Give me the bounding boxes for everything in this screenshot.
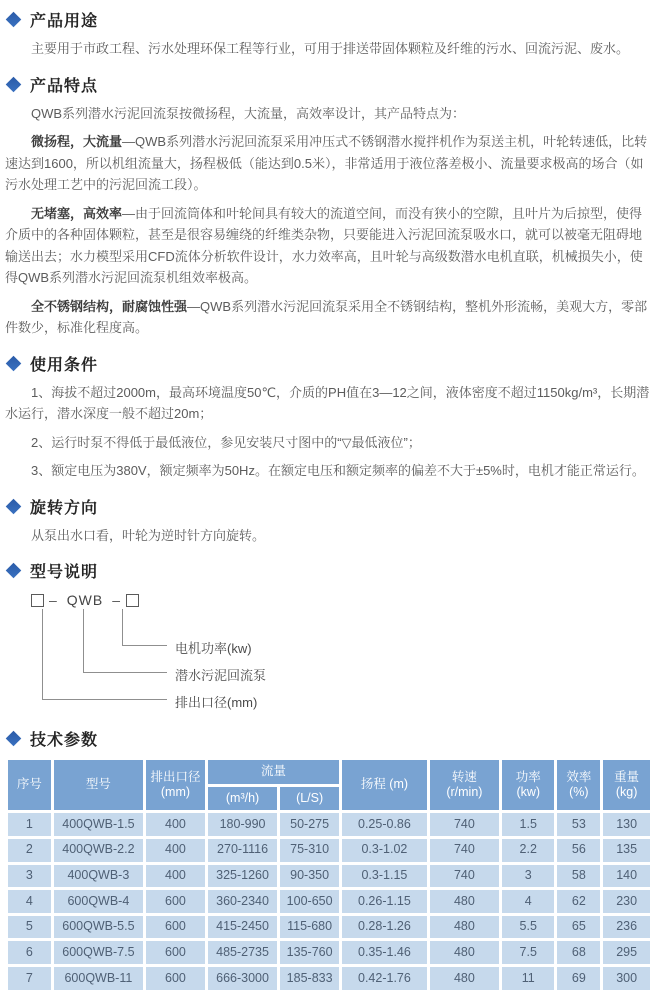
- table-cell: 740: [428, 837, 500, 863]
- table-cell: 0.25-0.86: [341, 812, 429, 838]
- table-row: [7, 863, 652, 889]
- section-heading-specs: [5, 727, 653, 750]
- diamond-bullet-icon: [6, 498, 22, 514]
- table-cell: 50-275: [279, 812, 341, 838]
- feature-lead: 微扬程，大流量: [31, 134, 123, 149]
- table-cell: 480: [428, 914, 500, 940]
- table-cell: 135-760: [279, 940, 341, 966]
- table-cell: 400QWB-1.5: [52, 812, 144, 838]
- table-cell: 0.42-1.76: [341, 966, 429, 992]
- rotation-paragraph: 从泵出水口看，叶轮为逆时针方向旋转。: [31, 527, 266, 543]
- table-cell: 480: [428, 940, 500, 966]
- table-cell: 130: [602, 812, 652, 838]
- model-box-icon: [126, 594, 139, 607]
- diamond-bullet-icon: [6, 563, 22, 579]
- table-cell: 295: [602, 940, 652, 966]
- feature-item-low-head: [5, 131, 653, 196]
- model-box-icon: [31, 594, 44, 607]
- diagram-line: [42, 699, 167, 700]
- col-header-head: 扬程 (m): [341, 759, 429, 812]
- table-cell: 325-1260: [206, 863, 278, 889]
- table-cell: 140: [602, 863, 652, 889]
- table-cell: 360-2340: [206, 889, 278, 915]
- section-heading-features: [5, 73, 653, 96]
- model-designation-diagram: [5, 592, 653, 714]
- section-title: 产品特点: [30, 77, 99, 95]
- section-heading-model: [5, 559, 653, 582]
- feature-item-stainless: [5, 296, 653, 339]
- model-series-code: QWB: [66, 592, 104, 608]
- col-header-flow-ls: (L/S): [279, 785, 341, 812]
- col-header-line: 重量: [614, 769, 640, 784]
- table-cell: 1: [7, 812, 53, 838]
- col-header-efficiency: [556, 759, 602, 812]
- table-cell: 135: [602, 837, 652, 863]
- section-title: 技术参数: [30, 732, 99, 749]
- feature-lead: 无堵塞，高效率: [31, 205, 123, 221]
- model-label-outlet-size: 排出口径(mm): [175, 695, 258, 710]
- table-cell: 270-1116: [206, 837, 278, 863]
- spec-table-body: [7, 812, 652, 991]
- diagram-line: [122, 645, 167, 646]
- table-cell: 600QWB-4: [52, 889, 144, 915]
- table-cell: 2.2: [501, 837, 556, 863]
- table-cell: 400: [145, 837, 207, 863]
- diagram-line: [42, 609, 43, 699]
- table-cell: 480: [428, 889, 500, 915]
- feature-text: —QWB系列潜水污泥回流泵采用全不锈钢结构，整机外形流畅，美观大方，零部件数少，标准化程度高。: [5, 298, 648, 335]
- table-cell: 415-2450: [206, 914, 278, 940]
- table-row: [7, 889, 652, 915]
- feature-text: —QWB系列潜水污泥回流泵采用冲压式不锈钢潜水搅拌机作为泵送主机，叶轮转速低，比转速达到1600，所以机组流量大，扬程极低（能达到0.5米），非常适用于液位落差极小、流量要求极高的场合（如污水处理工艺中的污泥回流工段）。: [5, 134, 648, 192]
- table-cell: 600: [145, 966, 207, 992]
- col-header-line: (kw): [516, 785, 541, 800]
- col-header-flow-m3h: (m³/h): [206, 785, 278, 812]
- diagram-line: [122, 609, 123, 645]
- table-cell: 115-680: [279, 914, 341, 940]
- table-cell: 0.3-1.02: [341, 837, 429, 863]
- diamond-bullet-icon: [6, 76, 22, 92]
- table-cell: 11: [501, 966, 556, 992]
- table-row: [7, 812, 652, 838]
- col-header-line: (%): [569, 785, 589, 800]
- model-label-motor-power: 电机功率(kw): [175, 641, 252, 656]
- table-cell: 69: [556, 966, 602, 992]
- table-row: [7, 966, 652, 992]
- col-header-speed: [428, 759, 500, 812]
- table-cell: 400QWB-2.2: [52, 837, 144, 863]
- col-header-weight: [602, 759, 652, 812]
- condition-item-2: 2、运行时泵不得低于最低液位，参见安装尺寸图中的“▽最低液位”；: [31, 434, 421, 450]
- spec-table: [5, 757, 653, 993]
- condition-item-3: 3、额定电压为380V，额定频率为50Hz。在额定电压和额定频率的偏差不大于±5%时，电机才能正常运行。: [31, 463, 645, 478]
- section-heading-conditions: [5, 352, 653, 375]
- section-title: 产品用途: [30, 13, 99, 30]
- col-header-flow: 流量: [206, 759, 340, 786]
- col-header-line: 功率: [515, 769, 541, 784]
- table-cell: 600: [145, 940, 207, 966]
- table-cell: 53: [556, 812, 602, 838]
- table-cell: 400QWB-3: [52, 863, 144, 889]
- table-cell: 0.35-1.46: [341, 940, 429, 966]
- col-header-outlet: [145, 759, 207, 812]
- table-cell: 400: [145, 812, 207, 838]
- model-formula: [31, 592, 139, 608]
- table-cell: 600: [145, 914, 207, 940]
- table-row: [7, 837, 652, 863]
- spec-table-head: [7, 759, 652, 812]
- feature-text: —由于回流筒体和叶轮间具有较大的流道空间，而没有狭小的空隙，且叶片为后掠型，使得介质中的各种固体颗粒，甚至是很容易缠绕的纤维类杂物，只要能进入污泥回流泵吸水口，就可以被毫无阻碍地输送出去；水力模型采用CFD流体分析软件设计，水力效率高，且叶轮与高级数潜水电机直联，机械损失小，使得QWB系列潜水污泥回流泵机组效率极高。: [5, 205, 643, 285]
- table-cell: 740: [428, 812, 500, 838]
- section-heading-rotation: [5, 495, 653, 518]
- table-cell: 4: [501, 889, 556, 915]
- table-cell: 56: [556, 837, 602, 863]
- table-cell: 7: [7, 966, 53, 992]
- table-cell: 485-2735: [206, 940, 278, 966]
- table-cell: 600QWB-11: [52, 966, 144, 992]
- table-cell: 4: [7, 889, 53, 915]
- section-title: 型号说明: [30, 564, 99, 581]
- col-header-line: (kg): [615, 785, 638, 800]
- features-intro: QWB系列潜水污泥回流泵按微扬程，大流量，高效率设计，其产品特点为：: [31, 105, 466, 121]
- table-cell: 600QWB-7.5: [52, 940, 144, 966]
- section-title: 使用条件: [30, 356, 99, 374]
- feature-item-no-clog: [5, 203, 653, 289]
- table-cell: 3: [501, 863, 556, 889]
- table-cell: 100-650: [279, 889, 341, 915]
- condition-item-1: 1、海拔不超过2000m，最高环境温度50℃，介质的PH值在3—12之间，液体密度不超过1150kg/m³，长期潜水运行，潜水深度一般不超过20m；: [5, 384, 650, 421]
- table-cell: 7.5: [501, 940, 556, 966]
- table-cell: 230: [602, 889, 652, 915]
- col-header-line: 效率: [566, 769, 592, 784]
- usage-paragraph: 主要用于市政工程、污水处理环保工程等行业，可用于排送带固体颗粒及纤维的污水、回流污泥、废水。: [31, 41, 630, 56]
- table-cell: 236: [602, 914, 652, 940]
- table-cell: 740: [428, 863, 500, 889]
- table-row: [7, 914, 652, 940]
- section-title: 旋转方向: [30, 499, 99, 517]
- table-cell: 5: [7, 914, 53, 940]
- table-cell: 62: [556, 889, 602, 915]
- col-header-line: 转速: [451, 769, 477, 784]
- table-cell: 6: [7, 940, 53, 966]
- table-cell: 1.5: [501, 812, 556, 838]
- diamond-bullet-icon: [6, 731, 22, 747]
- table-cell: 0.3-1.15: [341, 863, 429, 889]
- table-cell: 0.28-1.26: [341, 914, 429, 940]
- diamond-bullet-icon: [6, 355, 22, 371]
- col-header-line: 排出口径: [150, 769, 201, 784]
- col-header-line: (r/min): [446, 785, 483, 800]
- table-cell: 58: [556, 863, 602, 889]
- table-cell: 2: [7, 837, 53, 863]
- table-cell: 3: [7, 863, 53, 889]
- section-heading-usage: [5, 8, 653, 31]
- table-cell: 68: [556, 940, 602, 966]
- col-header-model: 型号: [52, 759, 144, 812]
- model-dash: –: [49, 592, 58, 608]
- table-cell: 0.26-1.15: [341, 889, 429, 915]
- table-cell: 480: [428, 966, 500, 992]
- col-header-power: [501, 759, 556, 812]
- col-header-line: (mm): [160, 785, 191, 800]
- table-cell: 666-3000: [206, 966, 278, 992]
- col-header-index: 序号: [7, 759, 53, 812]
- model-dash: –: [112, 592, 122, 608]
- table-cell: 185-833: [279, 966, 341, 992]
- diamond-bullet-icon: [6, 12, 22, 28]
- table-cell: 180-990: [206, 812, 278, 838]
- table-cell: 5.5: [501, 914, 556, 940]
- table-cell: 90-350: [279, 863, 341, 889]
- feature-lead: 全不锈钢结构，耐腐蚀性强: [31, 298, 188, 314]
- table-cell: 75-310: [279, 837, 341, 863]
- table-cell: 600QWB-5.5: [52, 914, 144, 940]
- diagram-line: [83, 609, 84, 672]
- table-row: [7, 940, 652, 966]
- table-cell: 65: [556, 914, 602, 940]
- table-cell: 600: [145, 889, 207, 915]
- diagram-line: [83, 672, 167, 673]
- model-label-pump-type: 潜水污泥回流泵: [175, 668, 267, 683]
- table-cell: 400: [145, 863, 207, 889]
- table-cell: 300: [602, 966, 652, 992]
